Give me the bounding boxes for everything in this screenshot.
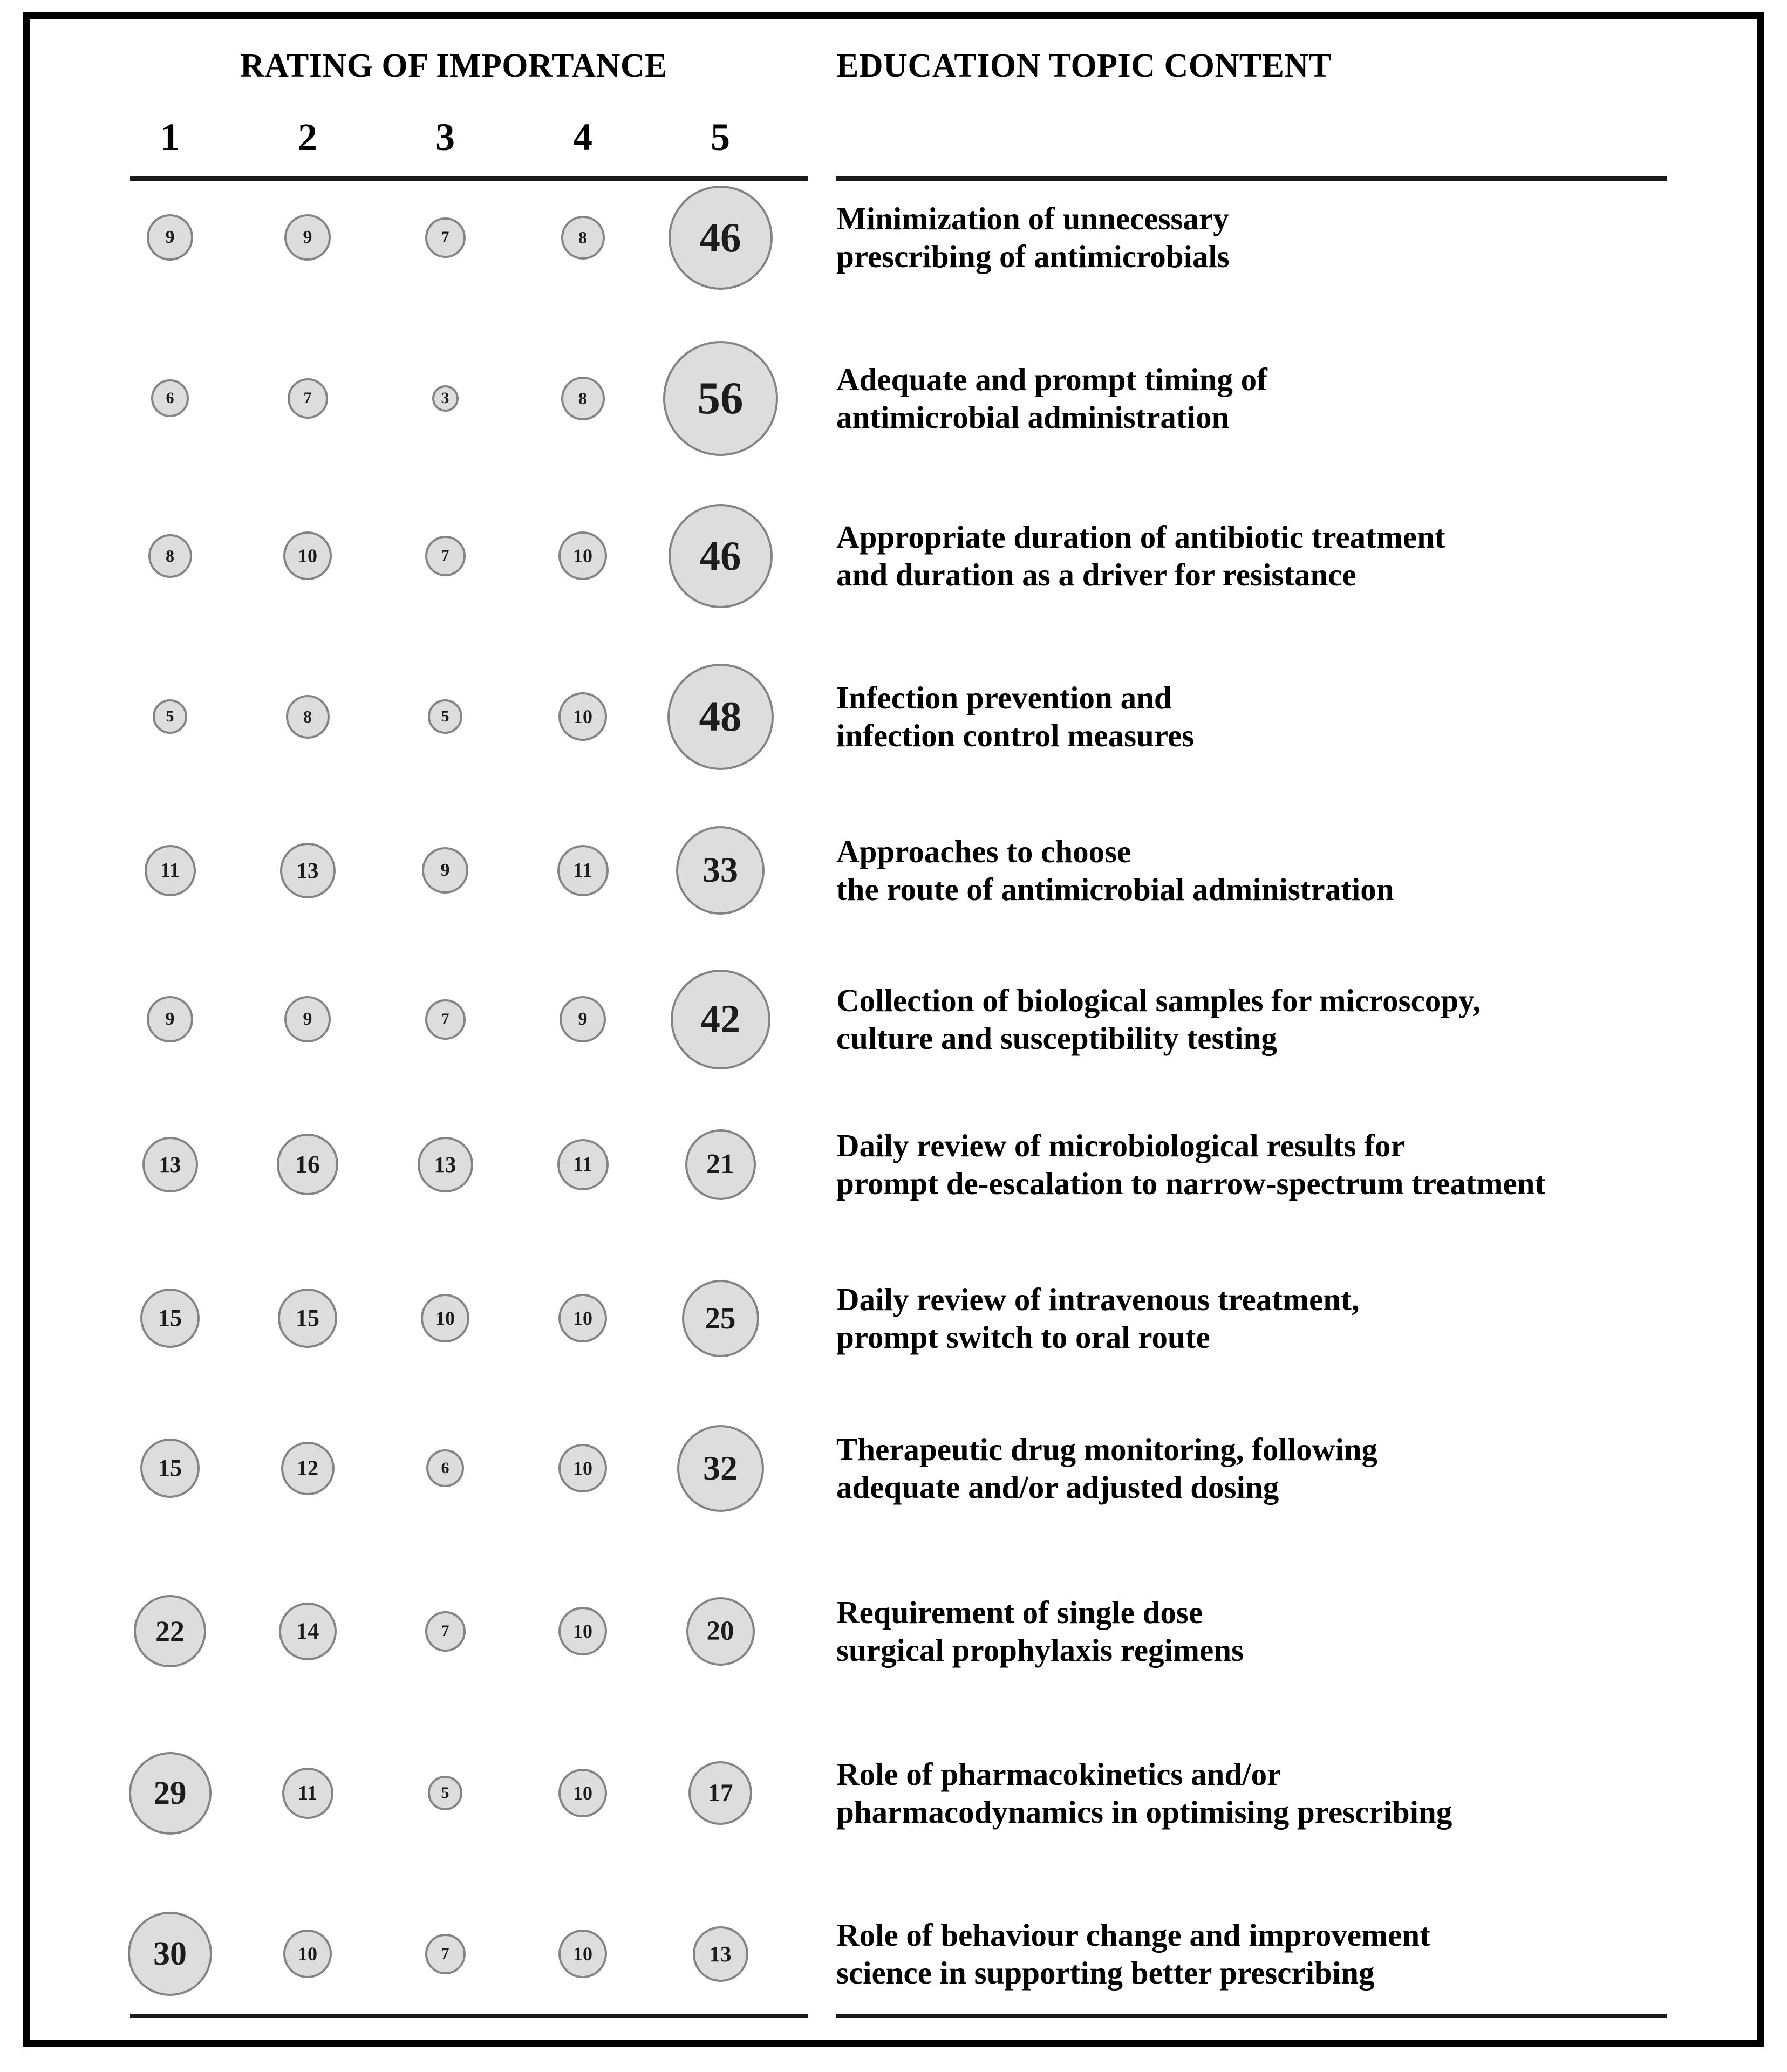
topic-label-1-line-2: prescribing of antimicrobials	[836, 238, 1230, 274]
bubble-r7-rating5: 21	[685, 1129, 756, 1200]
topic-label-12-line-2: science in supporting better prescribing	[836, 1954, 1375, 1991]
topic-label-1-line-1: Minimization of unnecessary	[836, 200, 1229, 236]
bubble-r6-rating2: 9	[284, 996, 331, 1042]
rating-scale-3: 3	[435, 115, 455, 159]
bubble-r7-rating1: 13	[142, 1137, 198, 1192]
bubble-r2-rating3: 3	[432, 385, 459, 412]
bubble-r11-rating2: 11	[282, 1768, 333, 1819]
topic-label-10-line-1: Requirement of single dose	[836, 1594, 1203, 1630]
rating-scale-4: 4	[573, 115, 592, 159]
bubble-r10-rating4: 10	[558, 1607, 607, 1655]
topic-label-9-line-1: Therapeutic drug monitoring, following	[836, 1431, 1378, 1467]
bubble-r9-rating2: 12	[281, 1442, 335, 1495]
bubble-r8-rating5: 25	[682, 1280, 759, 1357]
topic-label-8	[836, 1280, 1710, 1356]
topic-label-4-line-2: infection control measures	[836, 717, 1195, 753]
bubble-r3-rating5: 46	[669, 504, 773, 608]
bubble-r1-rating1: 9	[147, 214, 193, 261]
bubble-r10-rating1: 22	[134, 1595, 206, 1667]
bubble-r5-rating1: 11	[145, 845, 196, 896]
bubble-r2-rating1: 6	[151, 379, 189, 417]
rating-scale-2: 2	[298, 115, 317, 159]
bubble-r4-rating5: 48	[667, 664, 774, 770]
topic-label-5-line-2: the route of antimicrobial administration	[836, 871, 1394, 907]
bubble-r8-rating2: 15	[278, 1289, 337, 1348]
rating-scale-1: 1	[160, 115, 180, 159]
topic-label-6-line-2: culture and susceptibility testing	[836, 1020, 1277, 1056]
topic-label-6	[836, 982, 1710, 1057]
bubble-r10-rating3: 7	[425, 1611, 466, 1652]
bubble-r10-rating5: 20	[686, 1597, 755, 1666]
bubble-r8-rating4: 10	[558, 1294, 607, 1342]
bubble-r5-rating3: 9	[422, 847, 468, 894]
topic-label-7-line-2: prompt de-escalation to narrow-spectrum treatment	[836, 1165, 1546, 1201]
education-topic-content-title: EDUCATION TOPIC CONTENT	[836, 47, 1332, 84]
bubble-r7-rating2: 16	[277, 1134, 338, 1195]
bubble-r9-rating5: 32	[677, 1425, 764, 1512]
topic-label-3-line-2: and duration as a driver for resistance	[836, 556, 1356, 592]
bubble-r4-rating4: 10	[558, 692, 607, 741]
topic-label-11-line-2: pharmacodynamics in optimising prescribing	[836, 1794, 1452, 1830]
topic-label-11	[836, 1755, 1710, 1831]
topic-label-6-line-1: Collection of biological samples for microscopy,	[836, 982, 1481, 1018]
bubble-r6-rating5: 42	[671, 970, 770, 1069]
rating-of-importance-title: RATING OF IMPORTANCE	[240, 47, 667, 84]
bubble-r12-rating5: 13	[693, 1926, 748, 1982]
bubble-r3-rating1: 8	[148, 534, 192, 578]
bubble-r6-rating4: 9	[560, 996, 606, 1042]
bubble-r11-rating4: 10	[558, 1769, 607, 1817]
bubble-r5-rating5: 33	[676, 826, 765, 915]
bubble-r11-rating5: 17	[688, 1761, 752, 1825]
bubble-r1-rating2: 9	[284, 214, 331, 261]
topic-label-8-line-2: prompt switch to oral route	[836, 1319, 1210, 1355]
bubble-r10-rating2: 14	[279, 1603, 337, 1660]
bubble-r12-rating4: 10	[558, 1930, 607, 1978]
topic-label-11-line-1: Role of pharmacokinetics and/or	[836, 1756, 1281, 1792]
bubble-r11-rating1: 29	[129, 1752, 212, 1835]
bubble-r9-rating4: 10	[558, 1444, 607, 1492]
topic-label-10	[836, 1593, 1710, 1669]
topic-label-7	[836, 1127, 1710, 1202]
topic-label-9-line-2: adequate and/or adjusted dosing	[836, 1469, 1279, 1505]
topic-label-10-line-2: surgical prophylaxis regimens	[836, 1632, 1244, 1668]
topic-label-5-line-1: Approaches to choose	[836, 833, 1131, 869]
topic-label-12	[836, 1916, 1710, 1992]
topic-label-2	[836, 360, 1710, 436]
bubble-r4-rating3: 5	[428, 699, 462, 734]
bubble-r12-rating3: 7	[425, 1934, 466, 1974]
bubble-r7-rating3: 13	[418, 1137, 473, 1192]
bubble-r4-rating2: 8	[286, 695, 330, 739]
bubble-r2-rating4: 8	[561, 377, 605, 420]
topic-label-3	[836, 518, 1710, 594]
bubble-r5-rating4: 11	[557, 845, 609, 896]
bubble-r1-rating5: 46	[669, 186, 773, 290]
bubble-r1-rating4: 8	[561, 216, 605, 260]
topic-label-4-line-1: Infection prevention and	[836, 679, 1172, 715]
bubble-r11-rating3: 5	[428, 1776, 462, 1810]
bubble-r2-rating2: 7	[288, 378, 328, 419]
bubble-r2-rating5: 56	[663, 341, 778, 456]
topic-label-9	[836, 1430, 1710, 1506]
bubble-r3-rating2: 10	[283, 531, 332, 580]
bubble-r9-rating3: 6	[426, 1449, 464, 1487]
topic-label-5	[836, 833, 1710, 908]
bubble-r9-rating1: 15	[140, 1439, 200, 1498]
topic-label-2-line-1: Adequate and prompt timing of	[836, 361, 1267, 397]
topic-label-3-line-1: Appropriate duration of antibiotic treatment	[836, 519, 1445, 555]
topic-label-12-line-1: Role of behaviour change and improvement	[836, 1917, 1430, 1953]
bubble-r12-rating1: 30	[128, 1912, 212, 1996]
topic-label-2-line-2: antimicrobial administration	[836, 399, 1230, 435]
bubble-r8-rating3: 10	[421, 1294, 469, 1342]
bubble-r3-rating3: 7	[425, 536, 466, 576]
bubble-r7-rating4: 11	[557, 1139, 609, 1190]
rating-scale-5: 5	[711, 115, 730, 159]
bubble-r6-rating1: 9	[147, 996, 193, 1042]
topic-label-1	[836, 200, 1710, 275]
bubble-r8-rating1: 15	[140, 1289, 200, 1348]
figure-frame	[23, 12, 1764, 2047]
topic-label-7-line-1: Daily review of microbiological results for	[836, 1127, 1405, 1163]
bubble-r12-rating2: 10	[283, 1930, 332, 1978]
bubble-r1-rating3: 7	[425, 217, 466, 258]
topic-label-4	[836, 679, 1710, 754]
bubble-r4-rating1: 5	[153, 699, 187, 734]
bubble-r6-rating3: 7	[425, 999, 466, 1040]
topic-label-8-line-1: Daily review of intravenous treatment,	[836, 1281, 1360, 1317]
bubble-r5-rating2: 13	[280, 843, 336, 898]
bubble-r3-rating4: 10	[558, 531, 607, 580]
